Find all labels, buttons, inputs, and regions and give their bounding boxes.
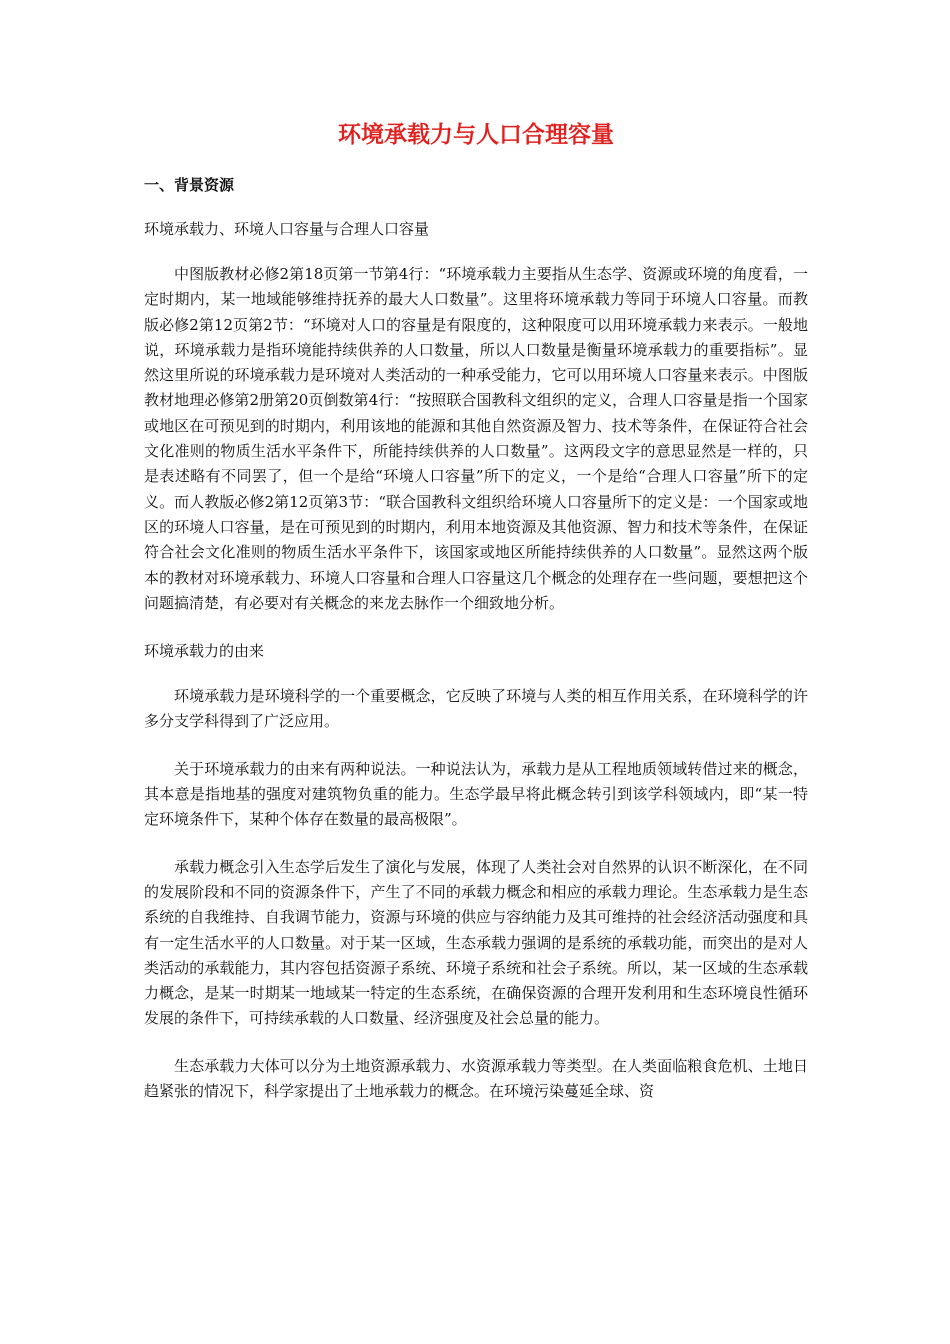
document-title: 环境承载力与人口合理容量	[338, 122, 614, 148]
paragraph-ecological-capacity: 承载力概念引入生态学后发生了演化与发展，体现了人类社会对自然界的认识不断深化，在不同的发展阶段和不同的资源条件下，产生了不同的承载力概念和相应的承载力理论。生态承载力是生态系统的自我维持、自我调节能力，资源与环境的供应与容纳能力及其可维持的社会经济活动强度和具有一定生活水平的人口数量。对于某一区域，生态承载力强调的是系统的承载功能，而突出的是对人类活动的承载能力，其内容包括资源子系统、环境子系统和社会子系统。所以，某一区域的生态承载力概念，是某一时期某一地域某一特定的生态系统，在确保资源的合理开发利用和生态环境良性循环发展的条件下，可持续承载的人口数量、经济强度及社会总量的能力。	[144, 857, 808, 1028]
paragraph-textbook-definitions: 中图版教材必修2第18页第一节第4行：“环境承载力主要指从生态学、资源或环境的角度看，一定时期内，某一地域能够维持抚养的最大人口数量”。这里将环境承载力等同于环境人口容量。而教版必修2第12页第2节：“环境对人口的容量是有限度的，这种限度可以用环境承载力来表示。一般地说，环境承载力是指环境能持续供养的人口数量，所以人口数量是衡量环境承载力的重要指标”。显然这里所说的环境承载力是环境对人类活动的一种承受能力，它可以用环境人口容量来表示。中图版教材地理必修第2册第20页倒数第4行：“按照联合国教科文组织的定义，合理人口容量是指一个国家或地区在可预见到的时期内，利用该地的能源和其他自然资源及智力、技术等条件，在保证符合社会文化准则的物质生活水平条件下，所能持续供养的人口数量”。这两段文字的意思显然是一样的，只是表述略有不同罢了，但一个是给“环境人口容量”所下的定义，一个是给“合理人口容量”所下的定义。而人教版必修2第12页第3节：“联合国教科文组织给环境人口容量所下的定义是：一个国家或地区的环境人口容量，是在可预见到的时期内，利用本地资源及其他资源、智力和技术等条件，在保证符合社会文化准则的物质生活水平条件下，该国家或地区所能持续供养的人口数量”。显然这两个版本的教材对环境承载力、环境人口容量和合理人口容量这几个概念的处理存在一些问题，要想把这个问题搞清楚，有必要对有关概念的来龙去脉作一个细致地分析。	[144, 265, 808, 612]
paragraph-origin-theories: 关于环境承载力的由来有两种说法。一种说法认为，承载力是从工程地质领域转借过来的概念，其本意是指地基的强度对建筑物负重的能力。生态学最早将此概念转引到该学科领域内，即“某一特定环境条件下，某种个体存在数量的最高极限”。	[144, 759, 808, 829]
subheading-capacity-concepts: 环境承载力、环境人口容量与合理人口容量	[144, 220, 430, 238]
paragraph-capacity-types: 生态承载力大体可以分为土地资源承载力、水资源承载力等类型。在人类面临粮食危机、土地日趋紧张的情况下，科学家提出了土地承载力的概念。在环境污染蔓延全球、资	[144, 1056, 808, 1101]
document-body	[144, 118, 808, 1104]
paragraph-environmental-science: 环境承载力是环境科学的一个重要概念，它反映了环境与人类的相互作用关系，在环境科学的许多分支学科得到了广泛应用。	[144, 687, 808, 731]
subheading-origin: 环境承载力的由来	[144, 642, 265, 661]
section-heading-background: 一、背景资源	[144, 176, 235, 194]
